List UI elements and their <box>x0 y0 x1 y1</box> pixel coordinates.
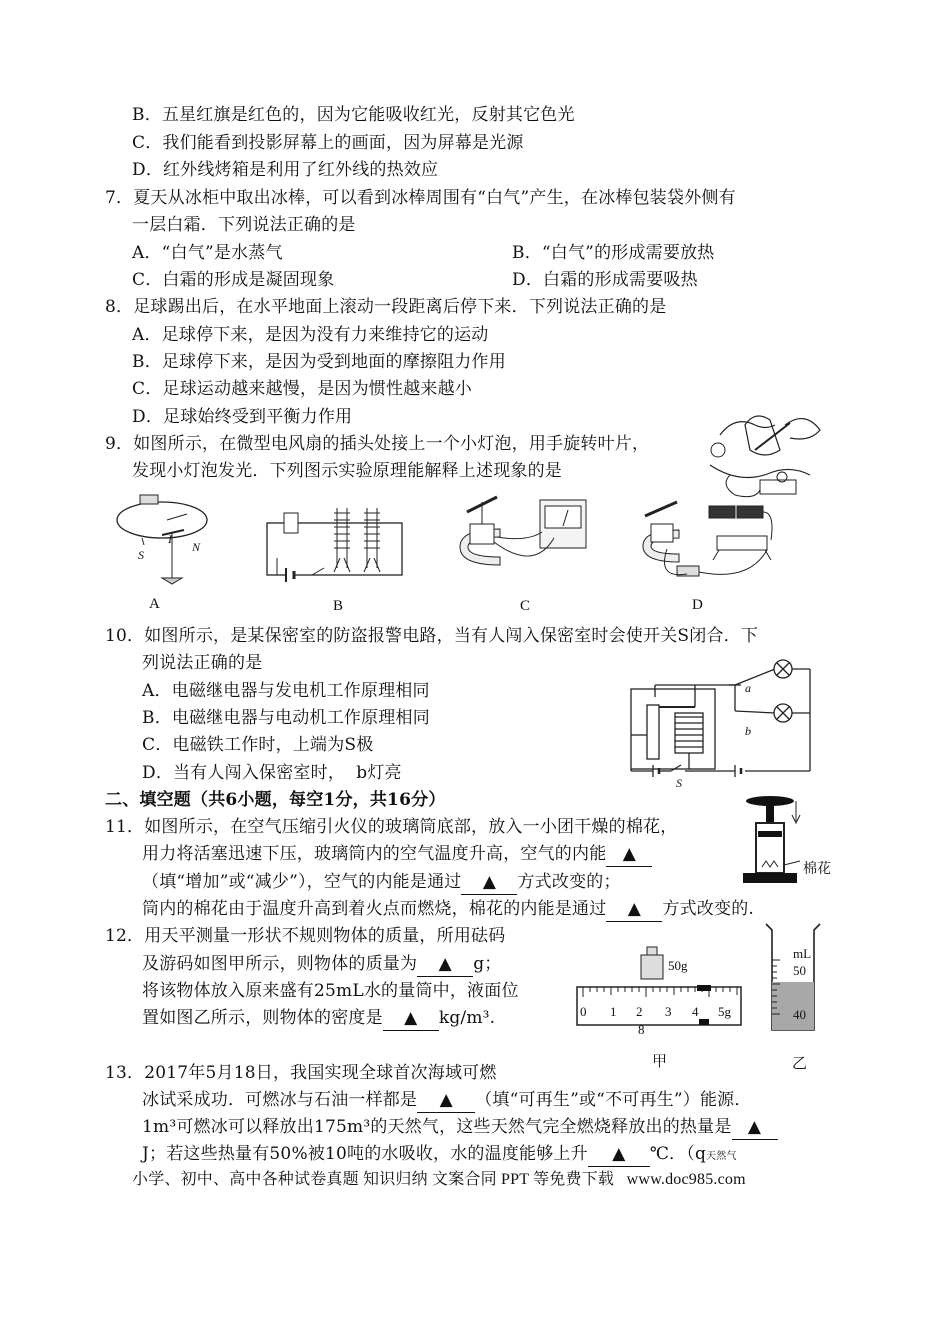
q7-option-c: C．白霜的形成是凝固现象 <box>132 270 335 290</box>
lamp-a-label: a <box>745 681 751 695</box>
q7-stem: 7．夏天从冰柜中取出冰棒，可以看到冰棒周围有“白气”产生，在冰棒包装袋外侧有 <box>105 188 736 208</box>
q7-option-b: B．“白气”的形成需要放热 <box>512 243 715 263</box>
q12-line2: 及游码如图甲所示，则物体的质量为 ▲ g； <box>142 952 502 977</box>
q10-stem-cont: 列说法正确的是 <box>142 653 263 673</box>
q11-blank-1: ▲ <box>606 842 652 867</box>
fig-a-label-i: I <box>168 532 172 546</box>
q12-blank-2: ▲ <box>383 1006 439 1031</box>
q12-line1: 12．用天平测量一形状不规则物体的质量，所用砝码 <box>105 926 506 946</box>
q13-blank-3: ▲ <box>588 1142 650 1167</box>
q13-line2: 冰试采成功．可燃冰与石油一样都是 ▲ （填“可再生”或“不可再生”）能源． <box>142 1088 752 1113</box>
figure-c-generator <box>452 492 592 584</box>
q11-line4: 筒内的棉花由于温度升高到着火点而燃烧，棉花的内能是通过 ▲ 方式改变的. <box>142 897 754 922</box>
q12-line4: 置如图乙所示，则物体的密度是 ▲ kg/m³. <box>142 1006 495 1031</box>
q9-stem-cont: 发现小灯泡发光．下列图示实验原理能解释上述现象的是 <box>132 461 562 481</box>
ruler-tick-4: 4 <box>692 1004 699 1019</box>
fig-caption-a: A <box>149 596 160 612</box>
q11-blank-3: ▲ <box>606 897 662 922</box>
q10-option-d: D．当有人闯入保密室时， b灯亮 <box>142 763 402 783</box>
ruler-tick-1: 1 <box>610 1004 617 1019</box>
q9-stem: 9．如图所示，在微型电风扇的插头处接上一个小灯泡，用手旋转叶片， <box>105 434 650 454</box>
fig-caption-b: B <box>333 598 344 614</box>
page-footer: 小学、初中、高中各种试卷真题 知识归纳 文案合同 PPT 等免费下载 www.doc985.com <box>132 1171 746 1188</box>
figure-b-electromagnet <box>262 498 408 584</box>
cylinder-50: 50 <box>793 963 806 978</box>
q12-line3: 将该物体放入原来盛有25mL水的量筒中，液面位 <box>142 981 519 1001</box>
q8-option-a: A．足球停下来，是因为没有力来维持它的运动 <box>132 325 489 345</box>
q11-line2: 用力将活塞迅速下压，玻璃筒内的空气温度升高，空气的内能 ▲ <box>142 842 652 867</box>
q11-blank-2: ▲ <box>461 870 517 895</box>
q10-option-b: B．电磁继电器与电动机工作原理相同 <box>142 708 430 728</box>
q13-blank-2: ▲ <box>732 1115 778 1140</box>
q8-option-d: D．足球始终受到平衡力作用 <box>132 407 353 427</box>
cylinder-unit: mL <box>793 946 812 961</box>
q13-line4: J；若这些热量有50%被10吨的水吸收，水的温度能够上升 ▲ ℃．（q天然气 <box>142 1142 737 1169</box>
q11-line3: （填“增加”或“减少”），空气的内能是通过 ▲ 方式改变的； <box>142 870 621 895</box>
lamp-b-label: b <box>745 724 751 738</box>
q7-stem-cont: 一层白霜．下列说法正确的是 <box>132 215 356 235</box>
fig-caption-jia: 甲 <box>652 1054 668 1070</box>
ruler-tick-5: 5g <box>718 1004 731 1019</box>
q12-blank-1: ▲ <box>417 952 473 977</box>
q8-option-b: B．足球停下来，是因为受到地面的摩擦阻力作用 <box>132 352 506 372</box>
q7-option-a: A．“白气”是水蒸气 <box>132 243 283 263</box>
ruler-below-label: 8 <box>638 1022 645 1037</box>
switch-s-label: S <box>676 776 682 790</box>
q10-stem: 10．如图所示，是某保密室的防盗报警电路，当有人闯入保密室时会使开关S闭合．下 <box>105 626 759 646</box>
relay-alarm-circuit <box>625 655 825 780</box>
q13-blank-1: ▲ <box>417 1088 475 1113</box>
fig-a-label-s: S <box>138 548 144 562</box>
ruler-tick-3: 3 <box>665 1004 672 1019</box>
q13-line1: 13．2017年5月18日，我国实现全球首次海域可燃 <box>105 1063 497 1083</box>
ruler-tick-0: 0 <box>580 1004 587 1019</box>
q6-option-d: D．红外线烤箱是利用了红外线的热效应 <box>132 160 439 180</box>
q13-line3: 1m³可燃冰可以释放出175m³的天然气，这些天然气完全燃烧释放出的热量是 ▲ <box>142 1115 778 1140</box>
q6-option-b: B．五星红旗是红色的，因为它能吸收红光，反射其它色光 <box>132 105 575 125</box>
q8-option-c: C．足球运动越来越慢，是因为惯性越来越小 <box>132 379 473 399</box>
fig-caption-d: D <box>692 597 703 613</box>
cylinder-40: 40 <box>793 1007 806 1022</box>
fig-caption-yi: 乙 <box>792 1056 808 1072</box>
q7-option-d: D．白霜的形成需要吸热 <box>512 270 698 290</box>
fan-bulb-figure <box>700 405 830 505</box>
fig-caption-c: C <box>520 598 531 614</box>
figure-d-motor <box>637 494 777 586</box>
ruler-tick-2: 2 <box>636 1004 643 1019</box>
cotton-label: 棉花 <box>803 862 831 877</box>
weight-label: 50g <box>668 958 688 973</box>
q11-line1: 11．如图所示，在空气压缩引火仪的玻璃筒底部，放入一小团干燥的棉花， <box>105 817 678 837</box>
section-2-heading: 二、填空题（共6小题，每空1分，共16分） <box>105 790 446 810</box>
fig-a-label-n: N <box>192 540 201 554</box>
q6-option-c: C．我们能看到投影屏幕上的画面，因为屏幕是光源 <box>132 133 524 153</box>
q10-option-a: A．电磁继电器与发电机工作原理相同 <box>142 681 430 701</box>
q10-option-c: C．电磁铁工作时，上端为S极 <box>142 735 374 755</box>
q8-stem: 8．足球踢出后，在水平地面上滚动一段距离后停下来．下列说法正确的是 <box>105 297 667 317</box>
